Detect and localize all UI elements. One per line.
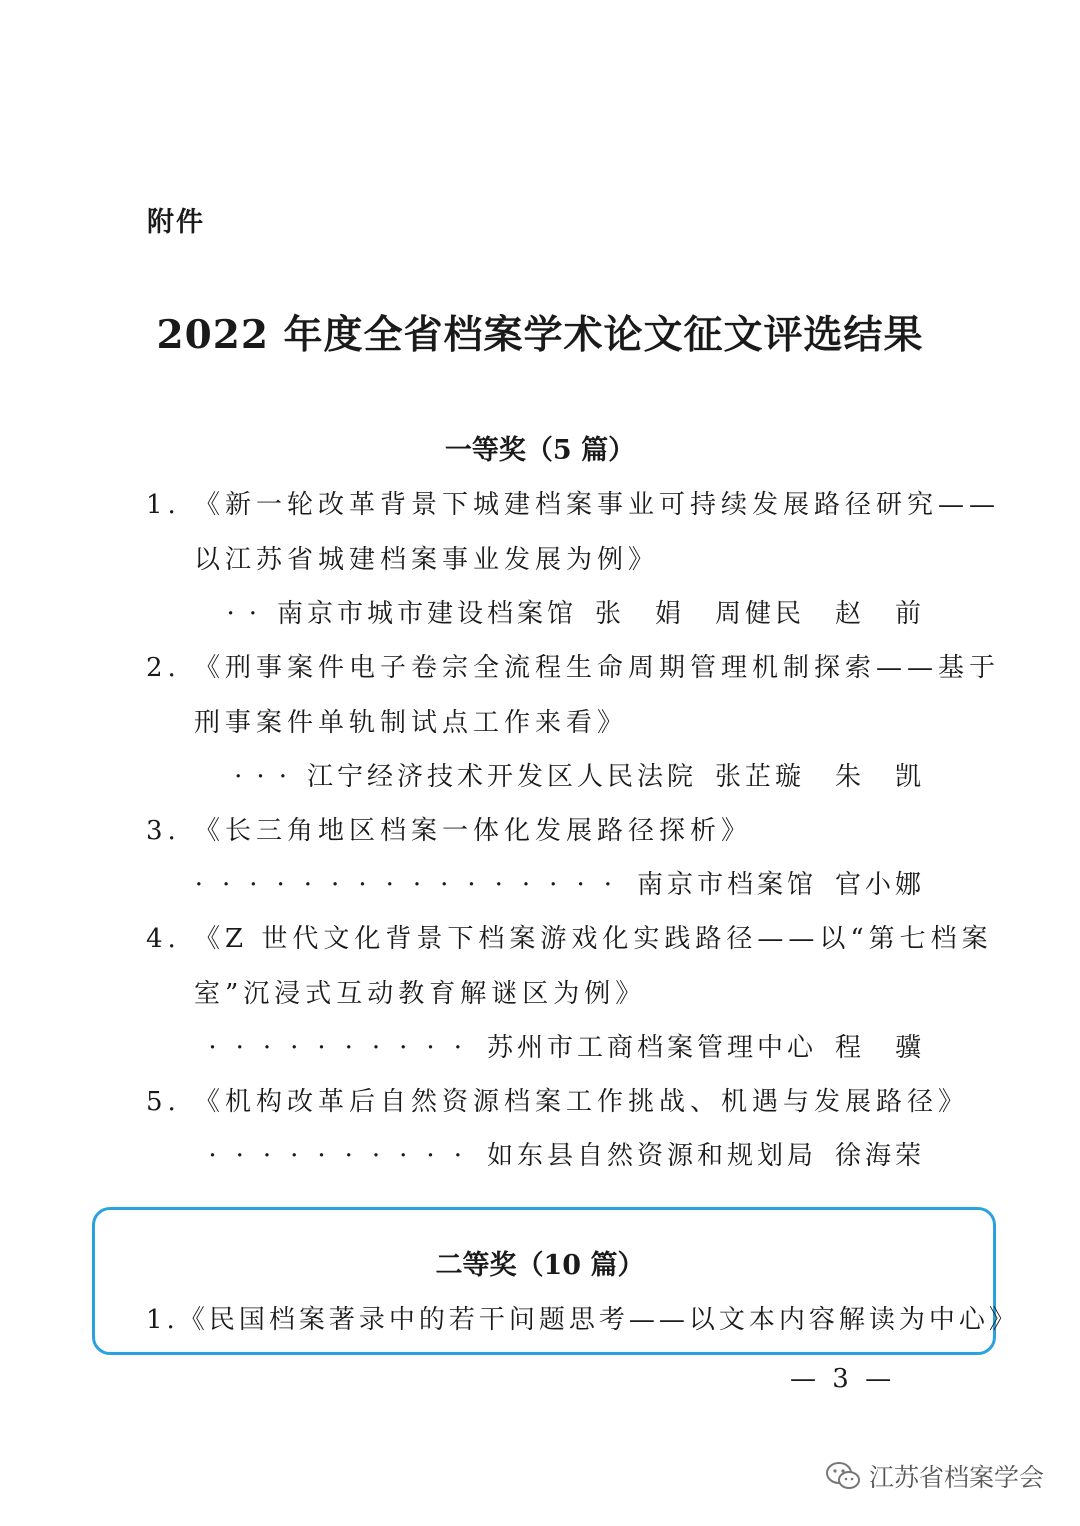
entry-title: 《民国档案著录中的若干问题思考——以文本内容解读为中心》 bbox=[178, 1305, 1019, 1335]
wechat-icon bbox=[825, 1461, 861, 1491]
entry-unit: 如东县自然资源和规划局 bbox=[486, 1141, 817, 1171]
entry-title-line bbox=[146, 1299, 1019, 1336]
leader-dots: ·········· bbox=[208, 1033, 481, 1063]
entry-author-row bbox=[208, 1027, 925, 1064]
leader-dots: ·· bbox=[226, 599, 271, 629]
leader-dots: ·········· bbox=[208, 1141, 481, 1171]
entry-title: 《Z 世代文化背景下档案游戏化实践路径——以“第七档案 bbox=[194, 924, 993, 954]
entry-unit: 南京市城市建设档案馆 bbox=[276, 599, 577, 629]
leader-dots: ··· bbox=[234, 762, 301, 792]
watermark bbox=[825, 1458, 1044, 1494]
entry-number: 3. bbox=[146, 816, 181, 846]
entry-title-line bbox=[146, 484, 1000, 521]
entry-authors: 徐海荣 bbox=[834, 1141, 925, 1171]
entry-title: 《新一轮改革背景下城建档案事业可持续发展路径研究—— bbox=[194, 490, 1001, 520]
entry-unit: 苏州市工商档案管理中心 bbox=[486, 1033, 817, 1063]
entry-author-row bbox=[195, 864, 925, 901]
entry-author-row bbox=[226, 593, 925, 630]
entry-title: 《刑事案件电子卷宗全流程生命周期管理机制探索——基于 bbox=[194, 653, 1001, 683]
entry-title-line bbox=[146, 647, 1000, 684]
entry-title-line bbox=[146, 918, 993, 955]
entry-author-row bbox=[208, 1135, 925, 1172]
entry-title-continuation: 刑事案件单轨制试点工作来看》 bbox=[194, 708, 629, 738]
entry-title: 《机构改革后自然资源档案工作挑战、机遇与发展路径》 bbox=[194, 1087, 970, 1117]
entry-authors: 官小娜 bbox=[834, 870, 925, 900]
entry-authors: 张芷璇 朱 凯 bbox=[714, 762, 925, 792]
entry-author-row bbox=[234, 756, 925, 793]
entry-number: 1. bbox=[146, 1305, 179, 1335]
entry-title-line bbox=[146, 1081, 969, 1118]
entry-number: 2. bbox=[146, 653, 181, 683]
entry-authors: 张 娟 周健民 赵 前 bbox=[594, 599, 925, 629]
entry-number: 1. bbox=[146, 490, 181, 520]
entry-unit: 江宁经济技术开发区人民法院 bbox=[306, 762, 697, 792]
entry-title-line bbox=[146, 810, 752, 847]
entry-title-continuation: 以江苏省城建档案事业发展为例》 bbox=[194, 545, 660, 575]
entry-title: 《长三角地区档案一体化发展路径探析》 bbox=[194, 816, 753, 846]
entry-unit: 南京市档案馆 bbox=[636, 870, 817, 900]
second-prize-heading: 二等奖（10 篇） bbox=[435, 1250, 645, 1281]
first-prize-heading: 一等奖（5 篇） bbox=[444, 435, 636, 466]
entry-authors: 程 骥 bbox=[834, 1033, 925, 1063]
page-title: 2022 年度全省档案学术论文征文评选结果 bbox=[156, 312, 924, 358]
entry-number: 5. bbox=[146, 1087, 181, 1117]
entry-title-continuation: 室”沉浸式互动教育解谜区为例》 bbox=[194, 979, 647, 1009]
page-number: — 3 — bbox=[790, 1364, 896, 1394]
attachment-label: 附件 bbox=[147, 207, 205, 238]
entry-number: 4. bbox=[146, 924, 181, 954]
leader-dots: ················ bbox=[194, 870, 631, 900]
watermark-text: 江苏省档案学会 bbox=[868, 1463, 1044, 1492]
